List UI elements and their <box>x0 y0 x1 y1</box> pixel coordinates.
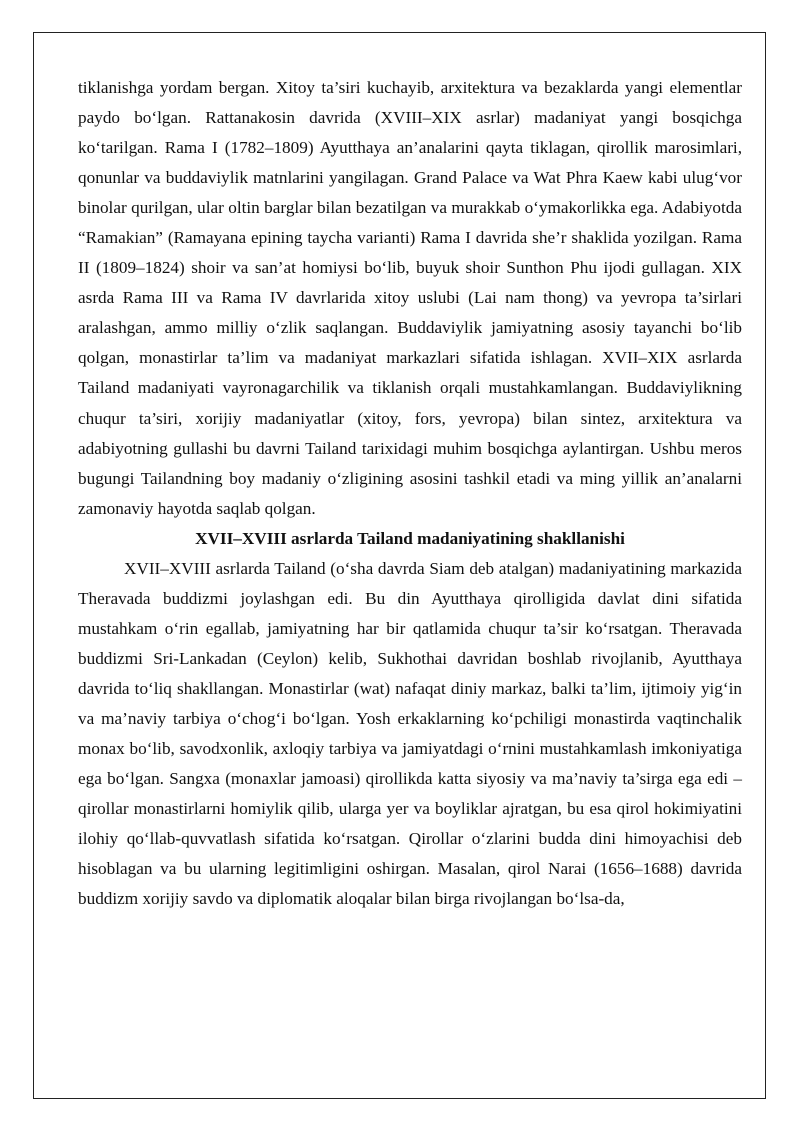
paragraph-theravada: XVII–XVIII asrlarda Tailand (o‘sha davrda Siam deb atalgan) madaniyatining markazida Theravada buddizmi joylashgan edi. Bu din Ayutthaya qirolligida davlat dini sifatida mustahkam o‘rin egallab, jamiyatning har bir qatlamida chuqur ta’sir ko‘rsatgan. Theravada buddizmi Sri-Lankadan (Ceylon) kelib, Sukhothai davridan boshlab rivojlanib, Ayutthaya davrida to‘liq shakllangan. Monastirlar (wat) nafaqat diniy markaz, balki ta’lim, ijtimoiy yig‘in va ma’naviy tarbiya o‘chog‘i bo‘lgan. Yosh erkaklarning ko‘pchiligi monastirda vaqtinchalik monax bo‘lib, savodxonlik, axloqiy tarbiya va jamiyatdagi o‘rnini mustahkamlash imkoniyatiga ega bo‘lgan. Sangxa (monaxlar jamoasi) qirollikda katta siyosiy va ma’naviy ta’sirga ega edi – qirollar monastirlarni homiylik qilib, ularga yer va boyliklar ajratgan, bu esa qirol hokimiyatini ilohiy qo‘llab-quvvatlash sifatida ko‘rsatgan. Qirollar o‘zlarini budda dini himoyachisi deb hisoblagan va bu ularning legitimligini oshirgan. Masalan, qirol Narai (1656–1688) davrida buddizm xorijiy savdo va diplomatik aloqalar bilan birga rivojlangan bo‘lsa-da, <box>78 558 742 909</box>
document-body <box>78 73 742 914</box>
section-heading: XVII–XVIII asrlarda Tailand madaniyatining shakllanishi <box>195 528 625 548</box>
paragraph-continuation: tiklanishga yordam bergan. Xitoy ta’siri kuchayib, arxitektura va bezaklarda yangi elementlar paydo bo‘lgan. Rattanakosin davrida (XVIII–XIX asrlar) madaniyat yangi bosqichga ko‘tarilgan. Rama I (1782–1809) Ayutthaya an’analarini qayta tiklagan, qirollik marosimlari, qonunlar va buddaviylik matnlarini yangilagan. Grand Palace va Wat Phra Kaew kabi ulug‘vor binolar qurilgan, ular oltin barglar bilan bezatilgan va murakkab o‘ymakorlikka ega. Adabiyotda “Ramakian” (Ramayana epining taycha varianti) Rama I davrida she’r shaklida yozilgan. Rama II (1809–1824) shoir va san’at homiysi bo‘lib, buyuk shoir Sunthon Phu ijodi gullagan. XIX asrda Rama III va Rama IV davrlarida xitoy uslubi (Lai nam thong) va yevropa ta’sirlari aralashgan, ammo milliy o‘zlik saqlangan. Buddaviylik jamiyatning asosiy tayanchi bo‘lib qolgan, monastirlar ta’lim va madaniyat markazlari sifatida ishlagan. XVII–XIX asrlarda Tailand madaniyati vayronagarchilik va tiklanish orqali mustahkamlangan. Buddaviylikning chuqur ta’siri, xorijiy madaniyatlar (xitoy, fors, yevropa) bilan sintez, arxitektura va adabiyotning gullashi bu davrni Tailand tarixidagi muhim bosqichga aylantirgan. Ushbu meros bugungi Tailandning boy madaniy o‘zligining asosini tashkil etadi va ming yillik an’analarni zamonaviy hayotda saqlab qolgan. <box>78 78 742 518</box>
